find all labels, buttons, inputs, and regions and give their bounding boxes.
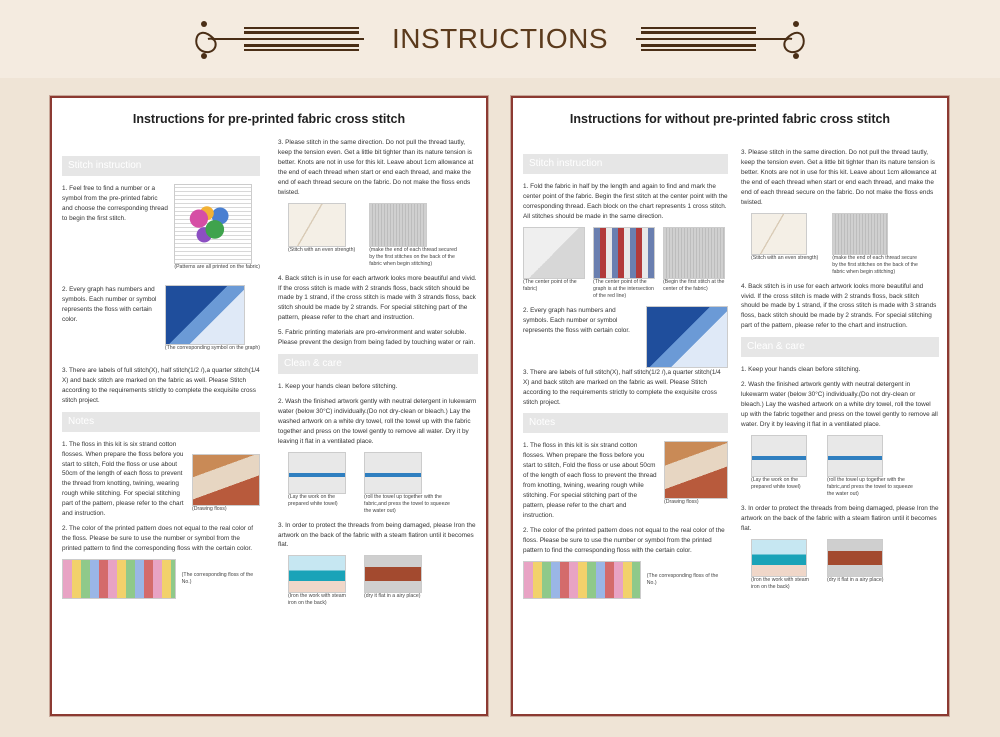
step-text: 2. Every graph has numbers and symbols. Each number or symbol represents the floss with certain color. <box>523 306 630 334</box>
step-text: 3. Please stitch in the same direction. Do not pull the thread tautly, keep the tension even. Get a little bit tighter than its nature tension is better. Knots are not in use for this kit. Leave about 1cm allowance at the end of each thread when start or end each thread, and make the end of each thread secure on the fabric. Do not make the floss ends twisted. <box>278 139 474 196</box>
dry-image <box>827 539 883 577</box>
header-banner <box>0 0 1000 78</box>
section-heading: Notes <box>523 413 728 433</box>
figure <box>751 435 813 498</box>
caption: (The corresponding floss of the No.) <box>646 572 719 586</box>
roll-towel-image <box>827 435 883 477</box>
figure <box>523 227 587 300</box>
caption: (roll the towel up together with the fabric,and press the towel to squeeze the water out) <box>364 493 450 514</box>
chart-image <box>593 227 655 279</box>
figure <box>174 184 260 271</box>
figure <box>832 213 922 276</box>
section-heading: Clean & care <box>741 337 939 357</box>
floss-skeins-image <box>62 559 176 599</box>
care-text: 1. Keep your hands clean before stitching. <box>741 366 861 374</box>
step-row <box>62 440 260 524</box>
step-text: 5. Fabric printing materials are pro-environment and water soluble. Please prevent the design from being faded by touching water or rain. <box>278 329 476 347</box>
step-text: 1. Feel free to find a number or a symbol from the pre-printed fabric and choose the corresponding thread to begin the first stitch. <box>62 185 168 222</box>
step-text: 4. Back stitch is in use for each artwork looks more beautiful and vivid. If the cross stitch is made with 2 strands floss, back stitch should be made by 1 strand, if the cross stitch is made with 3 strands floss, back stitch should be made by 2 strands. For special stitching part of the pattern, please refer to the chart and instruction. <box>278 274 477 322</box>
graph-image <box>646 306 728 368</box>
figure-row <box>751 539 939 591</box>
figure <box>751 539 813 591</box>
figure-row <box>751 213 939 276</box>
section-heading: Notes <box>62 412 260 432</box>
care-text: 2. Wash the finished artwork gently with neutral detergent in lukewarm water (below 30°C) individually.(Do not dry-clean or bleach.) Lay the washed artwork on a white dry towel, roll the towel up with the fabric together and press on the towel gently to remove all water. Dry it by leaving it flat in a ventilated place. <box>278 397 477 445</box>
caption: (The corresponding floss of the No.) <box>181 571 254 585</box>
step-text: 2. Every graph has numbers and symbols. Each number or symbol represents the floss with certain color. <box>62 286 157 323</box>
note-text: 1. The floss in this kit is six strand cotton flosses. When prepare the floss before you start to stitch, Fold the floss or use about 50cm of the length of each floss to prevent the thread from knotting, twining, wearing rough while stitching. For special stitching part of the pattern, please refer to the chart and instruction. <box>62 440 184 518</box>
without-preprinted-instructions-panel <box>511 96 949 716</box>
caption: (Begin the first stitch at the center of the fabric) <box>663 278 725 292</box>
figure <box>364 452 454 515</box>
step-row <box>62 184 260 271</box>
figure-row <box>751 435 939 498</box>
note-text: 2. The color of the printed pattern does not equal to the real color of the floss. Please be sure to use the number or symbol from the printed pattern to find the corresponding floss with the certain color. <box>62 525 254 552</box>
figure <box>664 441 728 525</box>
caption: (Iron the work with steam iron on the back) <box>288 593 346 607</box>
care-text: 3. In order to protect the threads from being damaged, please Iron the artwork on the back of the fabric with a steam flatiron until it becomes flat. <box>741 504 939 532</box>
caption: (Patterns are all printed on the fabric) <box>174 264 260 270</box>
preprinted-instructions-panel <box>50 96 488 716</box>
caption: (The center point of the graph is at the intersection of the red line) <box>593 278 654 299</box>
secure-thread-image <box>369 203 427 247</box>
caption: (Drawing floss) <box>664 499 699 506</box>
stitch-image <box>751 213 807 255</box>
caption: (The center point of the fabric) <box>523 278 577 292</box>
caption: (Drawing floss) <box>192 505 227 512</box>
care-text: 2. Wash the finished artwork gently with neutral detergent in lukewarm water (below 30°C) individually.(Do not dry-clean or bleach.) Lay the washed artwork on a white dry towel, roll the towel up with the fabric together and press on the towel gently to remove all water. Dry it by leaving it flat in a ventilated place. <box>741 381 938 428</box>
step-row <box>523 441 728 525</box>
caption: (make the end of each thread secured by the first stitches on the back of the fabric when begin stitching) <box>369 246 457 267</box>
note-text: 2. The color of the printed pattern does not equal to the real color of the floss. Please be sure to use the number or symbol from the printed pattern to find the corresponding floss with the certain color. <box>523 526 725 554</box>
stitch-image <box>288 203 346 247</box>
figure-row <box>288 203 478 268</box>
towel-image <box>288 452 346 494</box>
care-text: 3. In order to protect the threads from being damaged, please Iron the artwork on the back of the fabric with a steam flatiron until it becomes flat. <box>278 521 476 549</box>
section-heading: Clean & care <box>278 354 478 374</box>
graph-image <box>165 285 245 345</box>
towel-image <box>751 435 807 477</box>
caption: (Lay the work on the prepared white towel) <box>751 476 801 490</box>
figure <box>369 203 459 268</box>
figure <box>192 454 260 524</box>
floss-image <box>192 454 260 506</box>
caption: (Iron the work with steam iron on the back) <box>751 576 809 590</box>
left-ornament-icon <box>184 14 374 64</box>
figure <box>165 285 260 352</box>
right-ornament-icon <box>626 14 816 64</box>
iron-image <box>288 555 346 593</box>
page-title: INSTRUCTIONS <box>392 23 608 54</box>
figure <box>288 555 350 607</box>
caption: (dry it flat in a airy place) <box>827 576 884 583</box>
caption: (The corresponding symbol on the graph) <box>164 345 260 352</box>
pattern-image <box>174 184 252 264</box>
figure <box>827 539 917 591</box>
figure-row <box>523 227 728 300</box>
step-row <box>62 285 260 352</box>
floss-image <box>664 441 728 499</box>
right-column <box>278 138 478 613</box>
figure-row <box>288 555 478 607</box>
step-text: 4. Back stitch is in use for each artwork looks more beautiful and vivid. If the cross stitch is made with 2 strands floss, back stitch should be made by 1 strand, if the cross stitch is made with 3 strands floss, back stitch should be made by 2 strands. For special stitching part of the pattern, please refer to the chart and instruction. <box>741 282 937 330</box>
secure-thread-image <box>832 213 888 255</box>
step-text: 3. There are labels of full stitch(X), half stitch(1/2 /),a quarter stitch(1/4 X) and back stitch are marked on the fabric as well. Please Stitch according to the requirements strictly to complete the exquisite cross stitch project. <box>62 367 260 404</box>
step-text: 1. Fold the fabric in half by the length and again to find and mark the center point of the fabric. Begin the first stitch at the center point with the corresponding thread. Each block on the chart represents 1 cross stitch. All stitches should be made in the same direction. <box>523 183 728 220</box>
step-row <box>523 306 728 368</box>
figure <box>288 203 355 268</box>
figure-row <box>62 559 260 599</box>
figure <box>593 227 657 300</box>
section-heading: Stitch instruction <box>62 156 260 176</box>
panel-title: Instructions for without pre-printed fabric cross stitch <box>569 112 891 126</box>
section-heading: Stitch instruction <box>523 154 728 174</box>
figure <box>663 227 727 300</box>
caption: (Stitch with an even strength) <box>751 254 819 261</box>
figure-row <box>288 452 478 515</box>
caption: (roll the towel up together with the fabric,and press the towel to squeeze the water out) <box>827 476 913 497</box>
caption: (make the end of each thread secure by the first stitches on the back of the fabric when begin stitching) <box>832 254 918 275</box>
figure <box>364 555 454 607</box>
care-text: 1. Keep your hands clean before stitching. <box>278 383 398 391</box>
caption: (dry it flat in a airy place) <box>364 593 421 600</box>
dry-image <box>364 555 422 593</box>
caption: (Lay the work on the prepared white towel) <box>288 493 338 507</box>
step-text: 3. There are labels of full stitch(X), half stitch(1/2 /),a quarter stitch(1/4 X) and back stitch are marked on the fabric as well. Please Stitch according to the requirements strictly to complete the exquisite cross stitch project. <box>523 368 721 406</box>
left-column <box>523 148 728 599</box>
figure-row <box>523 561 728 599</box>
fold-image <box>523 227 585 279</box>
figure <box>827 435 917 498</box>
iron-image <box>751 539 807 577</box>
floss-skeins-image <box>523 561 641 599</box>
panel-title: Instructions for pre-printed fabric cross stitch <box>132 112 406 126</box>
roll-towel-image <box>364 452 422 494</box>
figure <box>751 213 818 276</box>
first-stitch-image <box>663 227 725 279</box>
step-text: 3. Please stitch in the same direction. Do not pull the thread tautly, keep the tension even. Get a little bit tighter than its nature tension is better. Knots are not in use for this kit. Leave about 1cm allowance at the end of each thread when start or end each thread, and make the end of each thread secure on the fabric. Do not make the floss ends twisted. <box>741 149 937 206</box>
figure <box>288 452 350 515</box>
left-column <box>62 150 260 599</box>
right-column <box>741 148 939 597</box>
note-text: 1. The floss in this kit is six strand cotton flosses. When prepare the floss before you start to stitch, Fold the floss or use about 50cm of the length of each floss to prevent the thread from knotting, twining, wearing rough while stitching. For special stitching part of the pattern, please refer to the chart and instruction. <box>523 442 657 519</box>
caption: (Stitch with an even strength) <box>288 246 356 253</box>
